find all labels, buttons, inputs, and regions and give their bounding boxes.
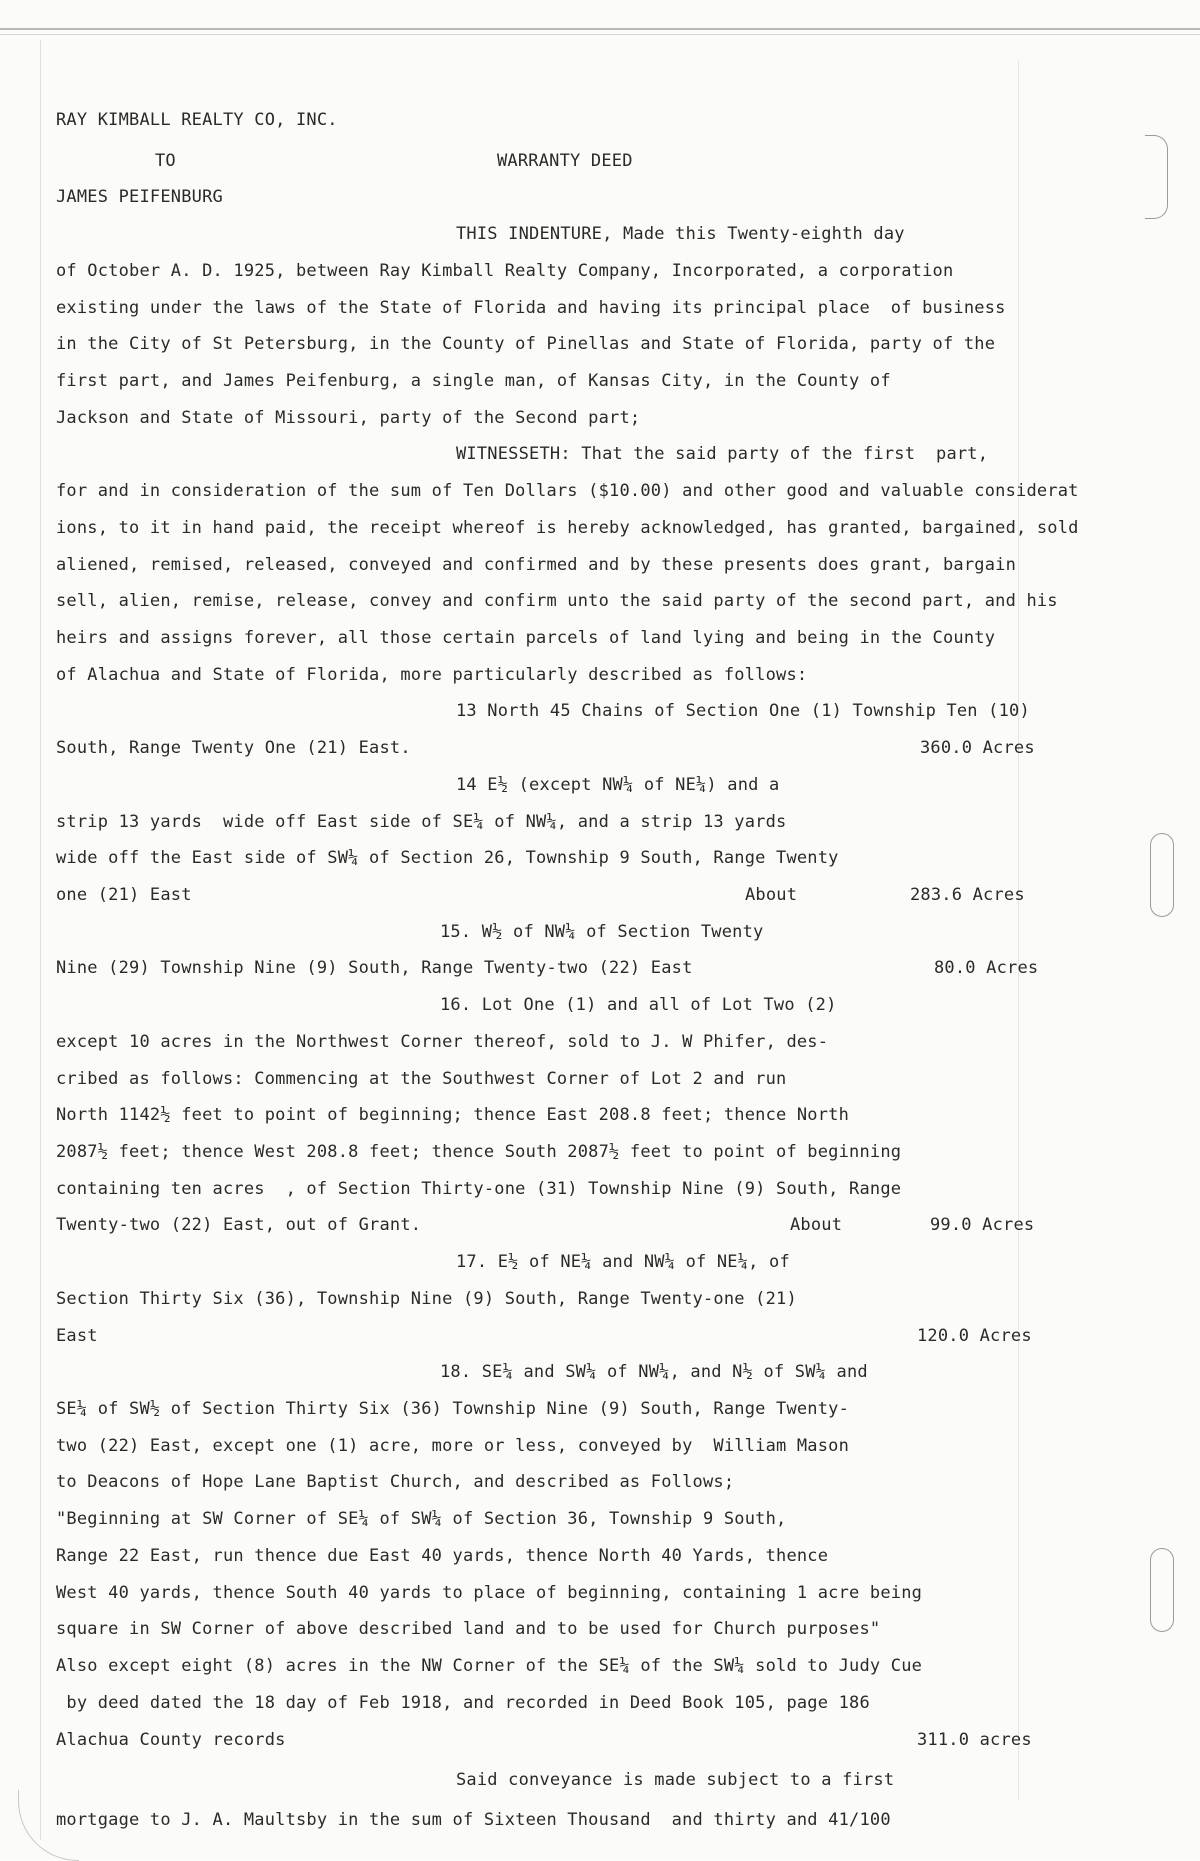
body-line: North 1142½ feet to point of beginning; thence East 208.8 feet; thence North [56,1105,850,1125]
body-line: Section Thirty Six (36), Township Nine (9) South, Range Twenty-one (21) [56,1289,797,1309]
body-line: of October A. D. 1925, between Ray Kimball Realty Company, Incorporated, a corporation [56,261,954,281]
grantor-name: RAY KIMBALL REALTY CO, INC. [56,110,338,130]
body-line: Alachua County records [56,1730,286,1750]
body-line: first part, and James Peifenburg, a single man, of Kansas City, in the County of [56,371,891,391]
parcel-17-heading: 17. E½ of NE¼ and NW¼ of NE¼, of [456,1252,790,1272]
body-line: ions, to it in hand paid, the receipt whereof is hereby acknowledged, has granted, bargained, sold [56,518,1079,538]
acreage-17: 120.0 Acres [917,1326,1032,1346]
body-line: Jackson and State of Missouri, party of the Second part; [56,408,641,428]
body-line: in the City of St Petersburg, in the County of Pinellas and State of Florida, party of the [56,334,996,354]
acreage-13: 360.0 Acres [920,738,1035,758]
grantee-name: JAMES PEIFENBURG [56,187,223,207]
document-title: WARRANTY DEED [497,151,633,171]
right-margin-rule [1018,60,1019,1800]
parcel-15-heading: 15. W½ of NW¼ of Section Twenty [440,922,764,942]
body-line: square in SW Corner of above described land and to be used for Church purposes" [56,1619,881,1639]
body-line: containing ten acres , of Section Thirty-one (31) Township Nine (9) South, Range [56,1179,902,1199]
body-line: Twenty-two (22) East, out of Grant. [56,1215,422,1235]
body-line: of Alachua and State of Florida, more particularly described as follows: [56,665,808,685]
body-line: cribed as follows: Commencing at the Southwest Corner of Lot 2 and run [56,1069,787,1089]
body-line: two (22) East, except one (1) acre, more or less, conveyed by William Mason [56,1436,850,1456]
body-line: one (21) East [56,885,192,905]
parcel-14-heading: 14 E½ (except NW¼ of NE¼) and a [456,775,780,795]
body-line: to Deacons of Hope Lane Baptist Church, and described as Follows; [56,1472,735,1492]
binder-hole-middle [1150,833,1174,917]
top-rule [0,28,1200,30]
left-margin-rule [40,40,41,1840]
body-line: West 40 yards, thence South 40 yards to place of beginning, containing 1 acre being [56,1583,923,1603]
body-line: wide off the East side of SW¼ of Section 26, Township 9 South, Range Twenty [56,848,839,868]
body-line: 2087½ feet; thence West 208.8 feet; thence South 2087½ feet to point of beginning [56,1142,902,1162]
body-line: South, Range Twenty One (21) East. [56,738,411,758]
body-line: Nine (29) Township Nine (9) South, Range Twenty-two (22) East [56,958,693,978]
body-line: sell, alien, remise, release, convey and confirm unto the said party of the second part, and his [56,591,1058,611]
body-line: Also except eight (8) acres in the NW Corner of the SE¼ of the SW¼ sold to Judy Cue [56,1656,923,1676]
body-line: "Beginning at SW Corner of SE¼ of SW¼ of Section 36, Township 9 South, [56,1509,787,1529]
body-line: existing under the laws of the State of Florida and having its principal place of business [56,298,1006,318]
body-line: aliened, remised, released, conveyed and confirmed and by these presents does grant, bargain [56,555,1017,575]
binder-hole-top [1145,135,1168,219]
body-line: strip 13 yards wide off East side of SE¼ of NW¼, and a strip 13 yards [56,812,787,832]
body-line: Range 22 East, run thence due East 40 yards, thence North 40 Yards, thence [56,1546,829,1566]
about-label: About [790,1215,843,1235]
acreage-18: 311.0 acres [917,1730,1032,1750]
body-line: Said conveyance is made subject to a first [456,1770,895,1790]
body-line: WITNESSETH: That the said party of the first part, [456,444,989,464]
body-line: THIS INDENTURE, Made this Twenty-eighth day [456,224,905,244]
parcel-13-heading: 13 North 45 Chains of Section One (1) Township Ten (10) [456,701,1030,721]
acreage-16: 99.0 Acres [930,1215,1035,1235]
acreage-15: 80.0 Acres [934,958,1039,978]
top-rule-secondary [0,34,1200,35]
body-line: for and in consideration of the sum of Ten Dollars ($10.00) and other good and valuable considerat [56,481,1079,501]
body-line: SE¼ of SW½ of Section Thirty Six (36) Township Nine (9) South, Range Twenty- [56,1399,850,1419]
parcel-18-heading: 18. SE¼ and SW¼ of NW¼, and N½ of SW¼ and [440,1362,868,1382]
to-label: TO [155,151,176,171]
binder-hole-bottom [1150,1548,1174,1632]
body-line: except 10 acres in the Northwest Corner thereof, sold to J. W Phifer, des- [56,1032,829,1052]
body-line: mortgage to J. A. Maultsby in the sum of Sixteen Thousand and thirty and 41/100 [56,1810,891,1830]
body-line: heirs and assigns forever, all those certain parcels of land lying and being in the County [56,628,996,648]
body-line: by deed dated the 18 day of Feb 1918, and recorded in Deed Book 105, page 186 [56,1693,870,1713]
body-line: East [56,1326,98,1346]
about-label: About [745,885,798,905]
parcel-16-heading: 16. Lot One (1) and all of Lot Two (2) [440,995,837,1015]
acreage-14: 283.6 Acres [910,885,1025,905]
